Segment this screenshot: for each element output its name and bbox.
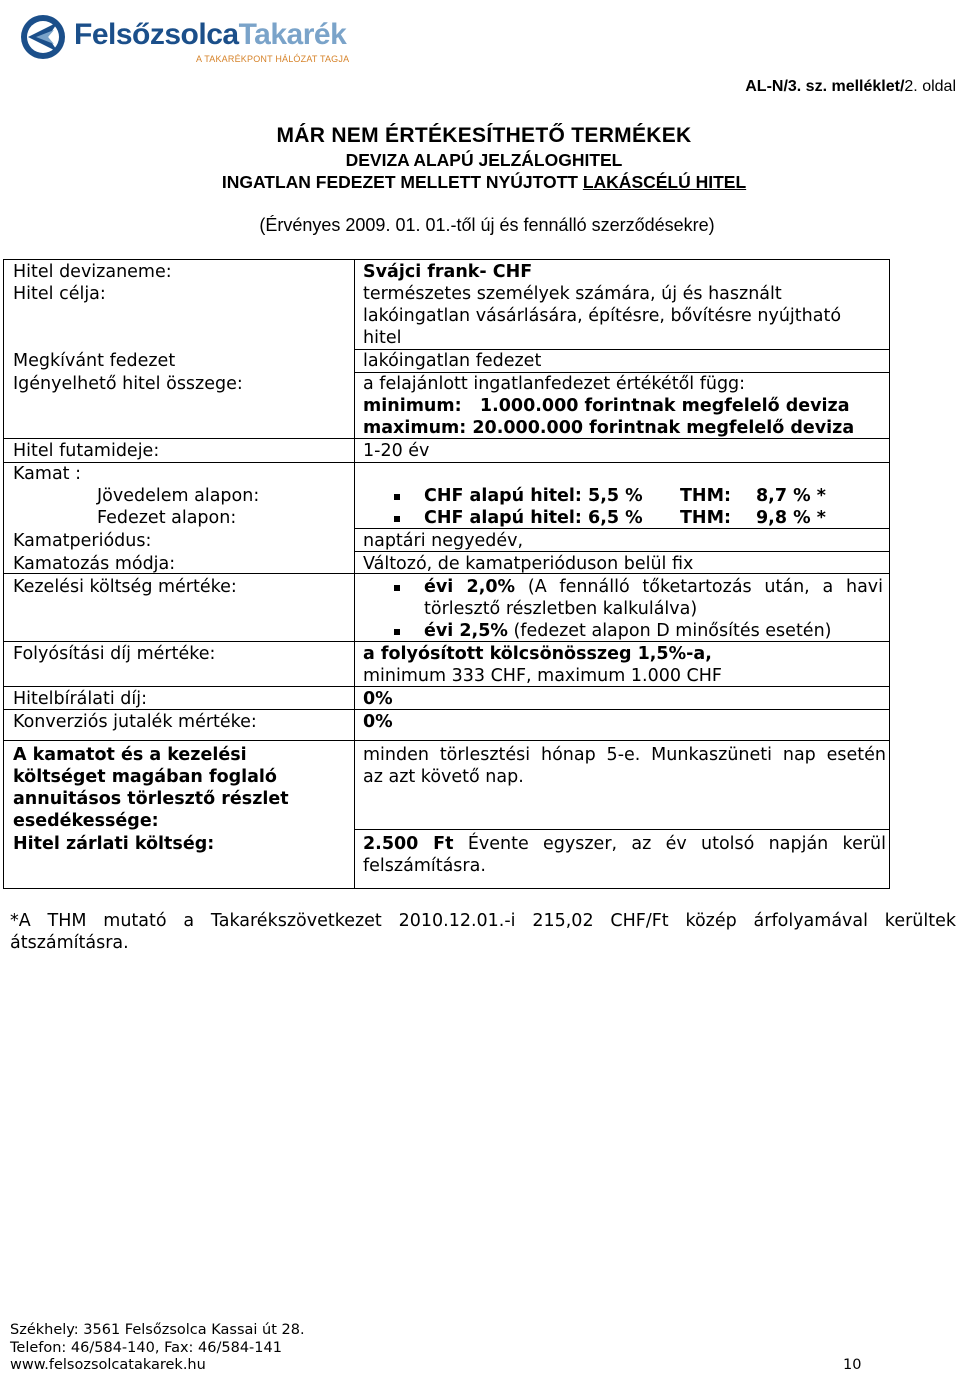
value-term: 1-20 év [363, 441, 430, 461]
value-purpose: lakóingatlan vásárlására, építésre, bővítésre nyújtható [363, 306, 842, 326]
value-handling-fee-2: évi 2,5% (fedezet alapon D minősítés esetén) [424, 621, 832, 641]
value-conversion-fee: 0% [363, 712, 393, 732]
logo [18, 8, 358, 72]
footer-phone: Telefon: 46/584-140, Fax: 46/584-141 [10, 1340, 282, 1356]
label-collateral: Megkívánt fedezet [13, 351, 176, 371]
thm-label: THM: [680, 508, 731, 528]
label-interest-mode: Kamatozás módja: [13, 554, 176, 574]
thm-label: THM: [680, 486, 731, 506]
label-interest: Kamat : [13, 464, 81, 484]
thm-footnote: *A THM mutató a Takarékszövetkezet 2010.12.01.-i 215,02 CHF/Ft közép árfolyamával kerültek átszámításra. [10, 911, 956, 953]
label-assessment-fee: Hitelbírálati díj: [13, 689, 148, 709]
label-purpose: Hitel célja: [13, 284, 106, 304]
value-collateral: lakóingatlan fedezet [363, 351, 542, 371]
page-subtitle: DEVIZA ALAPÚ JELZÁLOGHITEL [345, 150, 623, 170]
row-divider [354, 829, 889, 830]
value-purpose: hitel [363, 328, 402, 348]
value-amount-min: minimum: 1.000.000 forintnak megfelelő deviza [363, 396, 850, 416]
value-thm-collateral: 9,8 % * [756, 508, 826, 528]
logo-mark-icon [18, 10, 72, 64]
value-handling-fee-1: évi 2,0% (A fennálló tőketartozás után, a havi [424, 577, 884, 597]
bullet-icon [394, 585, 400, 591]
value-interest-collateral: CHF alapú hitel: 6,5 % [424, 508, 643, 528]
label-disbursement-fee: Folyósítási díj mértéke: [13, 644, 216, 664]
label-currency: Hitel devizaneme: [13, 262, 172, 282]
label-interest-income: Jövedelem alapon: [97, 486, 260, 506]
value-disbursement-fee-2: minimum 333 CHF, maximum 1.000 CHF [363, 666, 722, 686]
value-amount-max: maximum: 20.000.000 forintnak megfelelő deviza [363, 418, 855, 438]
bullet-icon [394, 629, 400, 635]
label-due-date: esedékessége: [13, 811, 159, 831]
row-divider [4, 740, 889, 741]
validity-note: (Érvényes 2009. 01. 01.-től új és fennálló szerződésekre) [259, 215, 715, 235]
value-interest-mode: Változó, de kamatperióduson belül fix [363, 554, 694, 574]
page-number: 10 [843, 1357, 862, 1373]
label-due-date: annuitásos törlesztő részlet [13, 789, 289, 809]
footer-website[interactable]: www.felsozsolcatakarek.hu [10, 1357, 206, 1373]
document-reference: AL-N/3. sz. melléklet/2. oldal [745, 78, 956, 95]
row-divider [4, 462, 889, 463]
logo-tagline: A TAKARÉKPONT HÁLÓZAT TAGJA [196, 54, 350, 64]
label-due-date: A kamatot és a kezelési [13, 745, 247, 765]
label-due-date: költséget magában foglaló [13, 767, 277, 787]
label-interest-collateral: Fedezet alapon: [97, 508, 237, 528]
value-assessment-fee: 0% [363, 689, 393, 709]
value-due-date-2: az azt követő nap. [363, 767, 524, 787]
label-handling-fee: Kezelési költség mértéke: [13, 577, 237, 597]
page-title: MÁR NEM ÉRTÉKESÍTHETŐ TERMÉKEK [276, 124, 692, 147]
label-conversion-fee: Konverziós jutalék mértéke: [13, 712, 257, 732]
column-divider [354, 260, 355, 888]
label-term: Hitel futamideje: [13, 441, 160, 461]
value-handling-fee-1b: törlesztő részletben kalkulálva) [424, 599, 698, 619]
value-disbursement-fee: a folyósított kölcsönösszeg 1,5%-a, [363, 644, 712, 664]
value-currency: Svájci frank- CHF [363, 262, 533, 282]
value-interest-period: naptári negyedév, [363, 531, 524, 551]
page-subtitle-2: INGATLAN FEDEZET MELLETT NYÚJTOTT LAKÁSCÉLÚ HITEL [221, 172, 747, 192]
label-closing-cost: Hitel zárlati költség: [13, 834, 215, 854]
footer-address: Székhely: 3561 Felsőzsolca Kassai út 28. [10, 1322, 305, 1338]
logo-wordmark: FelsőzsolcaTakarék [74, 18, 347, 51]
bullet-icon [394, 516, 400, 522]
value-purpose: természetes személyek számára, új és használt [363, 284, 782, 304]
bullet-icon [394, 494, 400, 500]
value-closing-cost: 2.500 Ft Évente egyszer, az év utolsó napján kerül [363, 834, 886, 854]
value-interest-income: CHF alapú hitel: 5,5 % [424, 486, 643, 506]
value-due-date: minden törlesztési hónap 5-e. Munkaszüneti nap esetén [363, 745, 886, 765]
loan-terms-table [3, 259, 890, 889]
value-thm-income: 8,7 % * [756, 486, 826, 506]
value-closing-cost-2: felszámításra. [363, 856, 486, 876]
value-amount: a felajánlott ingatlanfedezet értékétől függ: [363, 374, 746, 394]
label-amount: Igényelhető hitel összege: [13, 374, 243, 394]
label-interest-period: Kamatperiódus: [13, 531, 152, 551]
